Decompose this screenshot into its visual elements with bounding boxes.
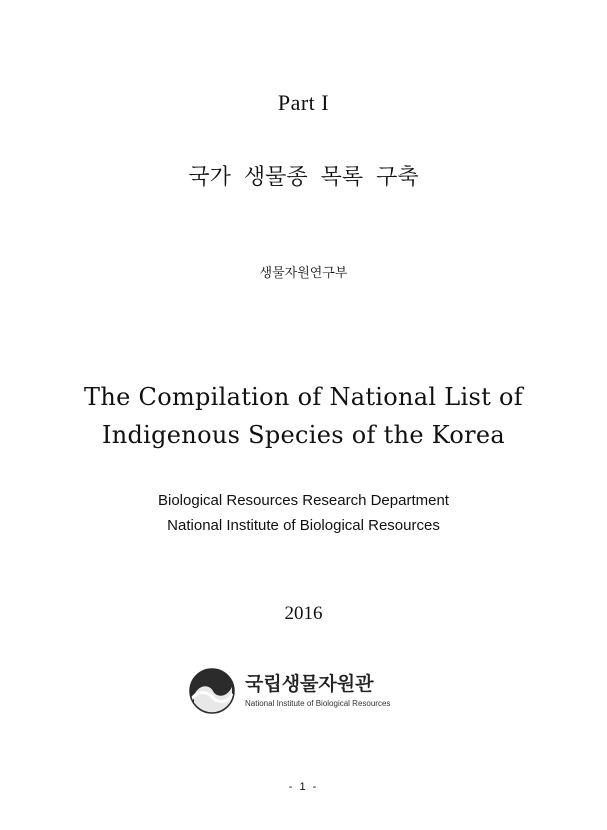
english-title-line-2: Indigenous Species of the Korea — [101, 421, 506, 449]
department-line-2: National Institute of Biological Resources — [167, 517, 440, 534]
logo-text — [245, 673, 390, 709]
department-block — [0, 488, 607, 538]
page-number: - 1 - — [288, 781, 319, 793]
part-title: Part I — [277, 90, 330, 115]
logo-english-name: National Institute of Biological Resources — [245, 699, 391, 708]
logo-korean-name: 국립생물자원관 — [245, 673, 374, 695]
english-title-line-1: The Compilation of National List of — [84, 383, 523, 411]
korean-title: 국가 생물종 목록 구축 — [188, 165, 419, 190]
publication-year: 2016 — [284, 603, 323, 624]
korean-department: 생물자원연구부 — [259, 266, 348, 281]
taegeuk-emblem-icon — [188, 667, 236, 715]
english-title — [0, 378, 607, 454]
department-line-1: Biological Resources Research Department — [158, 492, 449, 509]
institute-logo — [188, 665, 390, 717]
